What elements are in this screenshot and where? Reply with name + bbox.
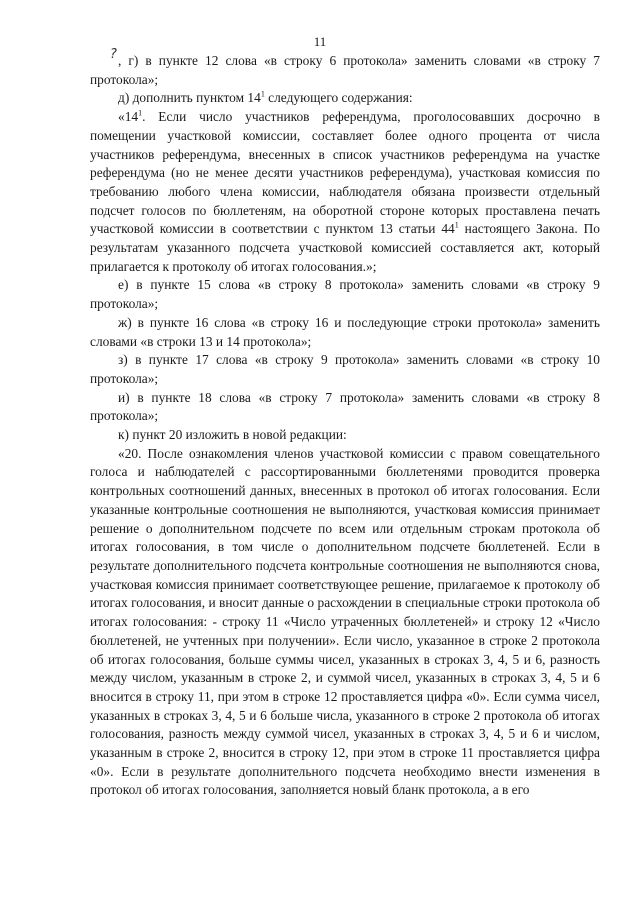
document-body xyxy=(90,52,600,800)
paragraph-i: и) в пункте 18 слова «в строку 7 протокола» заменить словами «в строку 8 протокола»; xyxy=(90,389,600,424)
paragraph-e: е) в пункте 15 слова «в строку 8 протокола» заменить словами «в строку 9 протокола»; xyxy=(90,277,600,312)
paragraph-d: д) дополнить пунктом $14^1$ следующего содержания: xyxy=(118,89,413,106)
handwritten-mark: ? xyxy=(110,47,117,62)
paragraph-z: з) в пункте 17 слова «в строку 9 протокола» заменить словами «в строку 10 протокола»; xyxy=(90,352,600,386)
paragraph-g: , г) в пункте 12 слова «в строку 6 протокола» заменить словами «в строку 7 протокола»; xyxy=(90,53,600,87)
paragraph-zh: ж) в пункте 16 слова «в строку 16 и последующие строки протокола» заменить словами «в строки 13 и 14 протокола»; xyxy=(90,314,600,349)
page-number: 11 xyxy=(313,34,327,49)
paragraph-20: «20. После ознакомления членов участковой комиссии с правом совещательного голоса и наблюдателей с рассортированными бюллетенями проводится проверка контрольных соотношений данных, внесенных в протокол об итогах голосования. Если указанные контрольные соотношения не выполняются, участковая комиссия принимает решение о дополнительном подсчете по всем или отдельным строкам протокола об итогах голосования, в том числе о дополнительном подсчете бюллетеней. Если в результате дополнительного подсчета контрольные соотношения не выполняются снова, участковая комиссия принимает соответствующее решение, прилагаемое к протоколу об итогах голосования, и вносит данные о расхождении в специальные строки протокола об итогах голосования: - строку 11 «Число утраченных бюллетеней» и строку 12 «Число бюллетеней, не учтенных при получении». Если число, указанное в строке 2 протокола об итогах голосования, больше суммы чисел, указанных в строках 3, 4, 5 и 6, разность между числом, указанным в строке 2, и суммой чисел, указанных в строках 3, 4, 5 и 6 вносится в строку 11, при этом в строке 12 проставляется цифра «0». Если сумма чисел, указанных в строках 3, 4, 5 и 6 больше числа, указанного в строке 2 протокола об итогах голосования, разность между суммой чисел, указанных в строках 3, 4, 5 и 6 и числом, указанным в строке 2, вносится в строку 12, при этом в строке 11 проставляется цифра «0». Если в результате дополнительного подсчета необходимо внести изменения в протокол об итогах голосования, заполняется новый бланк протокола, а в его xyxy=(90,445,600,798)
paragraph-k: к) пункт 20 изложить в новой редакции: xyxy=(118,427,347,443)
paragraph-14-1: «$14^1$. Если число участников референдума, проголосовавших досрочно в помещении участковой комиссии, составляет более одного процента от числа участников референдума, внесенных в список участников референдума на участке референдума (но не менее десяти участников референдума), участковая комиссия по требованию любого члена комиссии, наблюдателя обязана произвести отдельный подсчет голосов по бюллетеням, на оборотной стороне которых проставлена печать участковой комиссии в соответствии с пунктом 13 статьи $44^1$ настоящего Закона. По результатам указанного подсчета участковой комиссией составляется акт, который прилагается к протоколу об итогах голосования.»; xyxy=(90,108,600,274)
